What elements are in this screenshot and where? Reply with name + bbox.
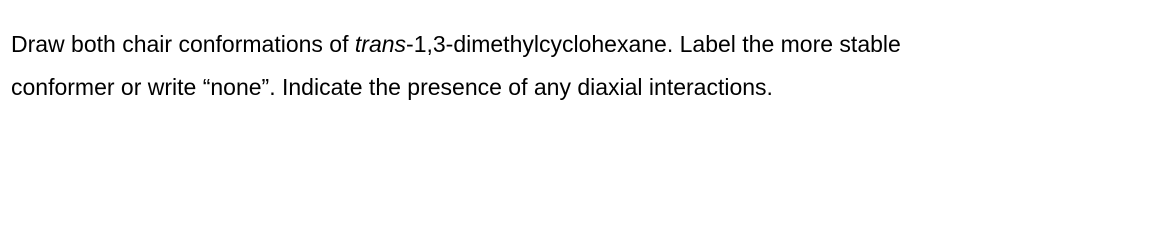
question-text — [11, 23, 1151, 109]
question-text-part2: -1,3-dimethylcyclohexane. Label the more stable — [406, 31, 901, 57]
trans-term: trans — [354, 31, 407, 57]
question-text-part1: Draw both chair conformations of — [11, 31, 355, 57]
question-text-part3: conformer or write “none”. Indicate the presence of any diaxial interactions. — [11, 74, 773, 100]
